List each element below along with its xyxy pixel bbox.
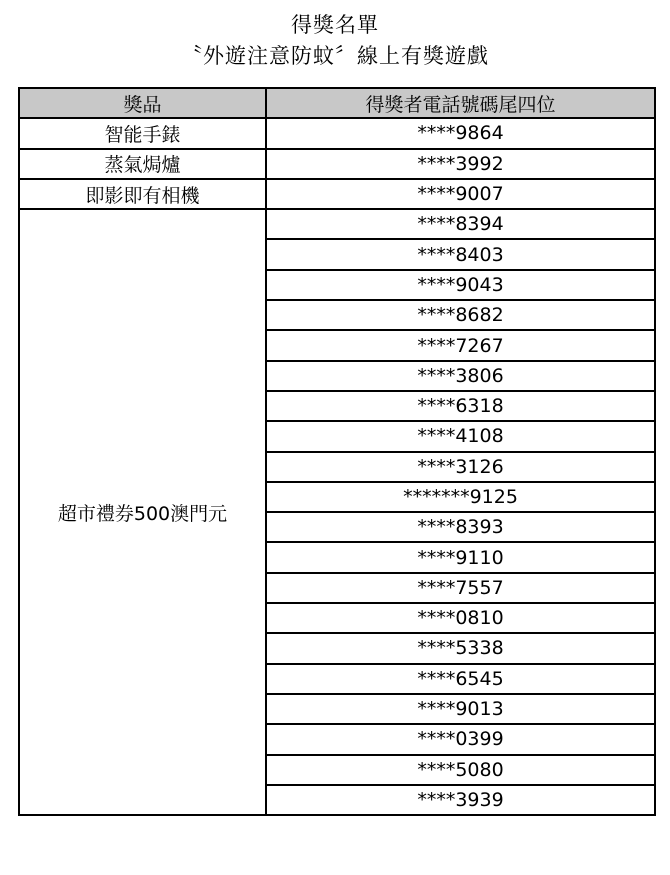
phone-cell: ****9043: [266, 270, 655, 300]
prize-cell: 即影即有相機: [19, 179, 266, 209]
phone-cell: ****9007: [266, 179, 655, 209]
title-block: [0, 10, 670, 72]
phone-cell: ****8394: [266, 209, 655, 239]
phone-cell: ****3126: [266, 452, 655, 482]
phone-cell: ****9110: [266, 542, 655, 572]
prize-cell: 蒸氣焗爐: [19, 149, 266, 179]
winners-table: [18, 87, 656, 816]
phone-cell: ****9013: [266, 694, 655, 724]
phone-cell: ****6545: [266, 664, 655, 694]
phone-cell: ****8682: [266, 300, 655, 330]
table-row: [19, 118, 655, 148]
phone-cell: ****7557: [266, 573, 655, 603]
table-row: [19, 149, 655, 179]
phone-cell: ****0399: [266, 724, 655, 754]
phone-cell: ****3806: [266, 361, 655, 391]
phone-cell: ****6318: [266, 391, 655, 421]
table-row: [19, 179, 655, 209]
page-title: 得獎名單: [291, 13, 379, 37]
phone-cell: ****5338: [266, 633, 655, 663]
phone-cell: ****3992: [266, 149, 655, 179]
header-phone: 得獎者電話號碼尾四位: [266, 88, 655, 118]
prize-cell: 超市禮券500澳門元: [19, 209, 266, 815]
phone-cell: ****4108: [266, 421, 655, 451]
table-header-row: [19, 88, 655, 118]
header-prize: 獎品: [19, 88, 266, 118]
phone-cell: ****9864: [266, 118, 655, 148]
phone-cell: ****3939: [266, 785, 655, 815]
phone-cell: ****0810: [266, 603, 655, 633]
page-subtitle: 〝外遊注意防蚊〞線上有獎遊戲: [181, 44, 489, 68]
prize-cell: 智能手錶: [19, 118, 266, 148]
phone-cell: *******9125: [266, 482, 655, 512]
phone-cell: ****5080: [266, 755, 655, 785]
phone-cell: ****7267: [266, 330, 655, 360]
table-body: [19, 118, 655, 815]
table-row: [19, 209, 655, 239]
phone-cell: ****8393: [266, 512, 655, 542]
phone-cell: ****8403: [266, 239, 655, 269]
